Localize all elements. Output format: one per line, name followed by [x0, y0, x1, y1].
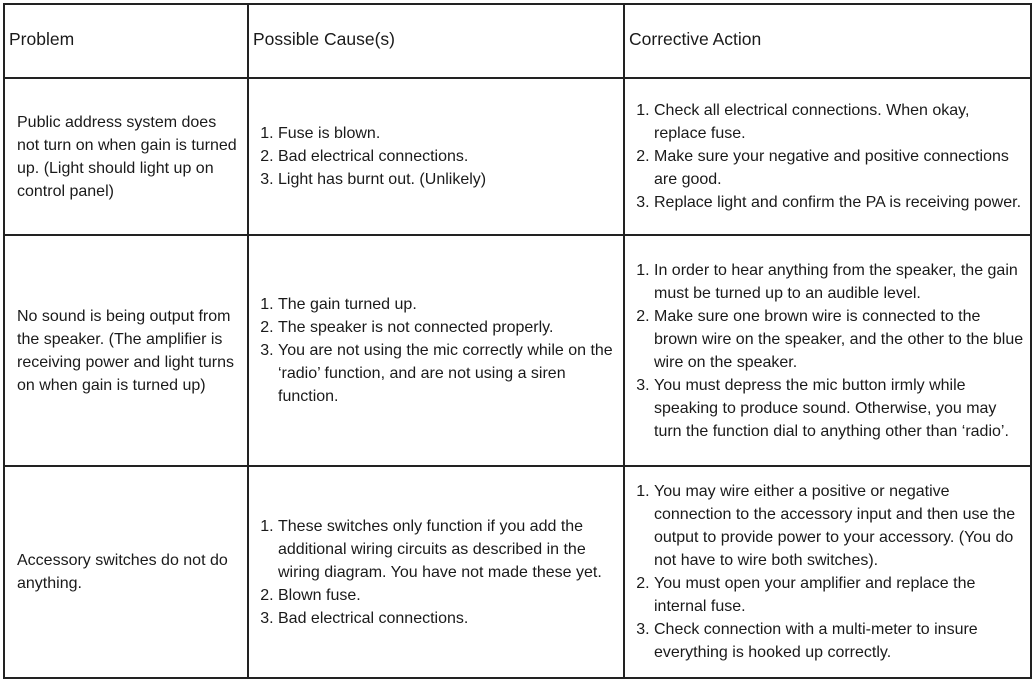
cause-cell [248, 235, 624, 466]
cause-cell [248, 78, 624, 235]
action-list [637, 259, 1024, 443]
table-row [4, 235, 1031, 466]
cause-list [261, 122, 615, 191]
list-item: 3. Replace light and confirm the PA is receiving power. [654, 191, 1024, 214]
action-cell [624, 466, 1031, 678]
action-cell [624, 235, 1031, 466]
list-item: 2. You must open your amplifier and replace the internal fuse. [654, 572, 1024, 618]
cause-cell [248, 466, 624, 678]
problem-cell: No sound is being output from the speaker. (The amplifier is receiving power and light turns on when gain is turned up) [4, 235, 248, 466]
list-item: 2. The speaker is not connected properly. [278, 316, 615, 339]
action-list [637, 99, 1024, 214]
header-action: Corrective Action [624, 4, 1031, 78]
list-item: 2. Bad electrical connections. [278, 145, 615, 168]
problem-cell: Accessory switches do not do anything. [4, 466, 248, 678]
list-item: 3. You must depress the mic button irmly while speaking to produce sound. Otherwise, you may turn the function dial to anything other than ‘radio’. [654, 374, 1024, 443]
action-cell [624, 78, 1031, 235]
table-row [4, 78, 1031, 235]
list-item: 3. Light has burnt out. (Unlikely) [278, 168, 615, 191]
header-cause: Possible Cause(s) [248, 4, 624, 78]
list-item: 1. You may wire either a positive or negative connection to the accessory input and then use the output to provide power to your accessory. (You do not have to wire both switches). [654, 480, 1024, 572]
list-item: 2. Make sure your negative and positive connections are good. [654, 145, 1024, 191]
list-item: 2. Blown fuse. [278, 584, 615, 607]
header-problem: Problem [4, 4, 248, 78]
list-item: 3. Bad electrical connections. [278, 607, 615, 630]
list-item: 1. These switches only function if you add the additional wiring circuits as described in the wiring diagram. You have not made these yet. [278, 515, 615, 584]
header-row [4, 4, 1031, 78]
list-item: 3. You are not using the mic correctly while on the ‘radio’ function, and are not using a siren function. [278, 339, 615, 408]
list-item: 1. Check all electrical connections. When okay, replace fuse. [654, 99, 1024, 145]
troubleshooting-table [3, 3, 1032, 679]
table-row [4, 466, 1031, 678]
list-item: 1. Fuse is blown. [278, 122, 615, 145]
list-item: 1. In order to hear anything from the speaker, the gain must be turned up to an audible level. [654, 259, 1024, 305]
action-list [637, 480, 1024, 664]
cause-list [261, 515, 615, 630]
list-item: 2. Make sure one brown wire is connected to the brown wire on the speaker, and the other to the blue wire on the speaker. [654, 305, 1024, 374]
list-item: 3. Check connection with a multi-meter to insure everything is hooked up correctly. [654, 618, 1024, 664]
problem-cell: Public address system does not turn on when gain is turned up. (Light should light up on control panel) [4, 78, 248, 235]
cause-list [261, 293, 615, 408]
list-item: 1. The gain turned up. [278, 293, 615, 316]
